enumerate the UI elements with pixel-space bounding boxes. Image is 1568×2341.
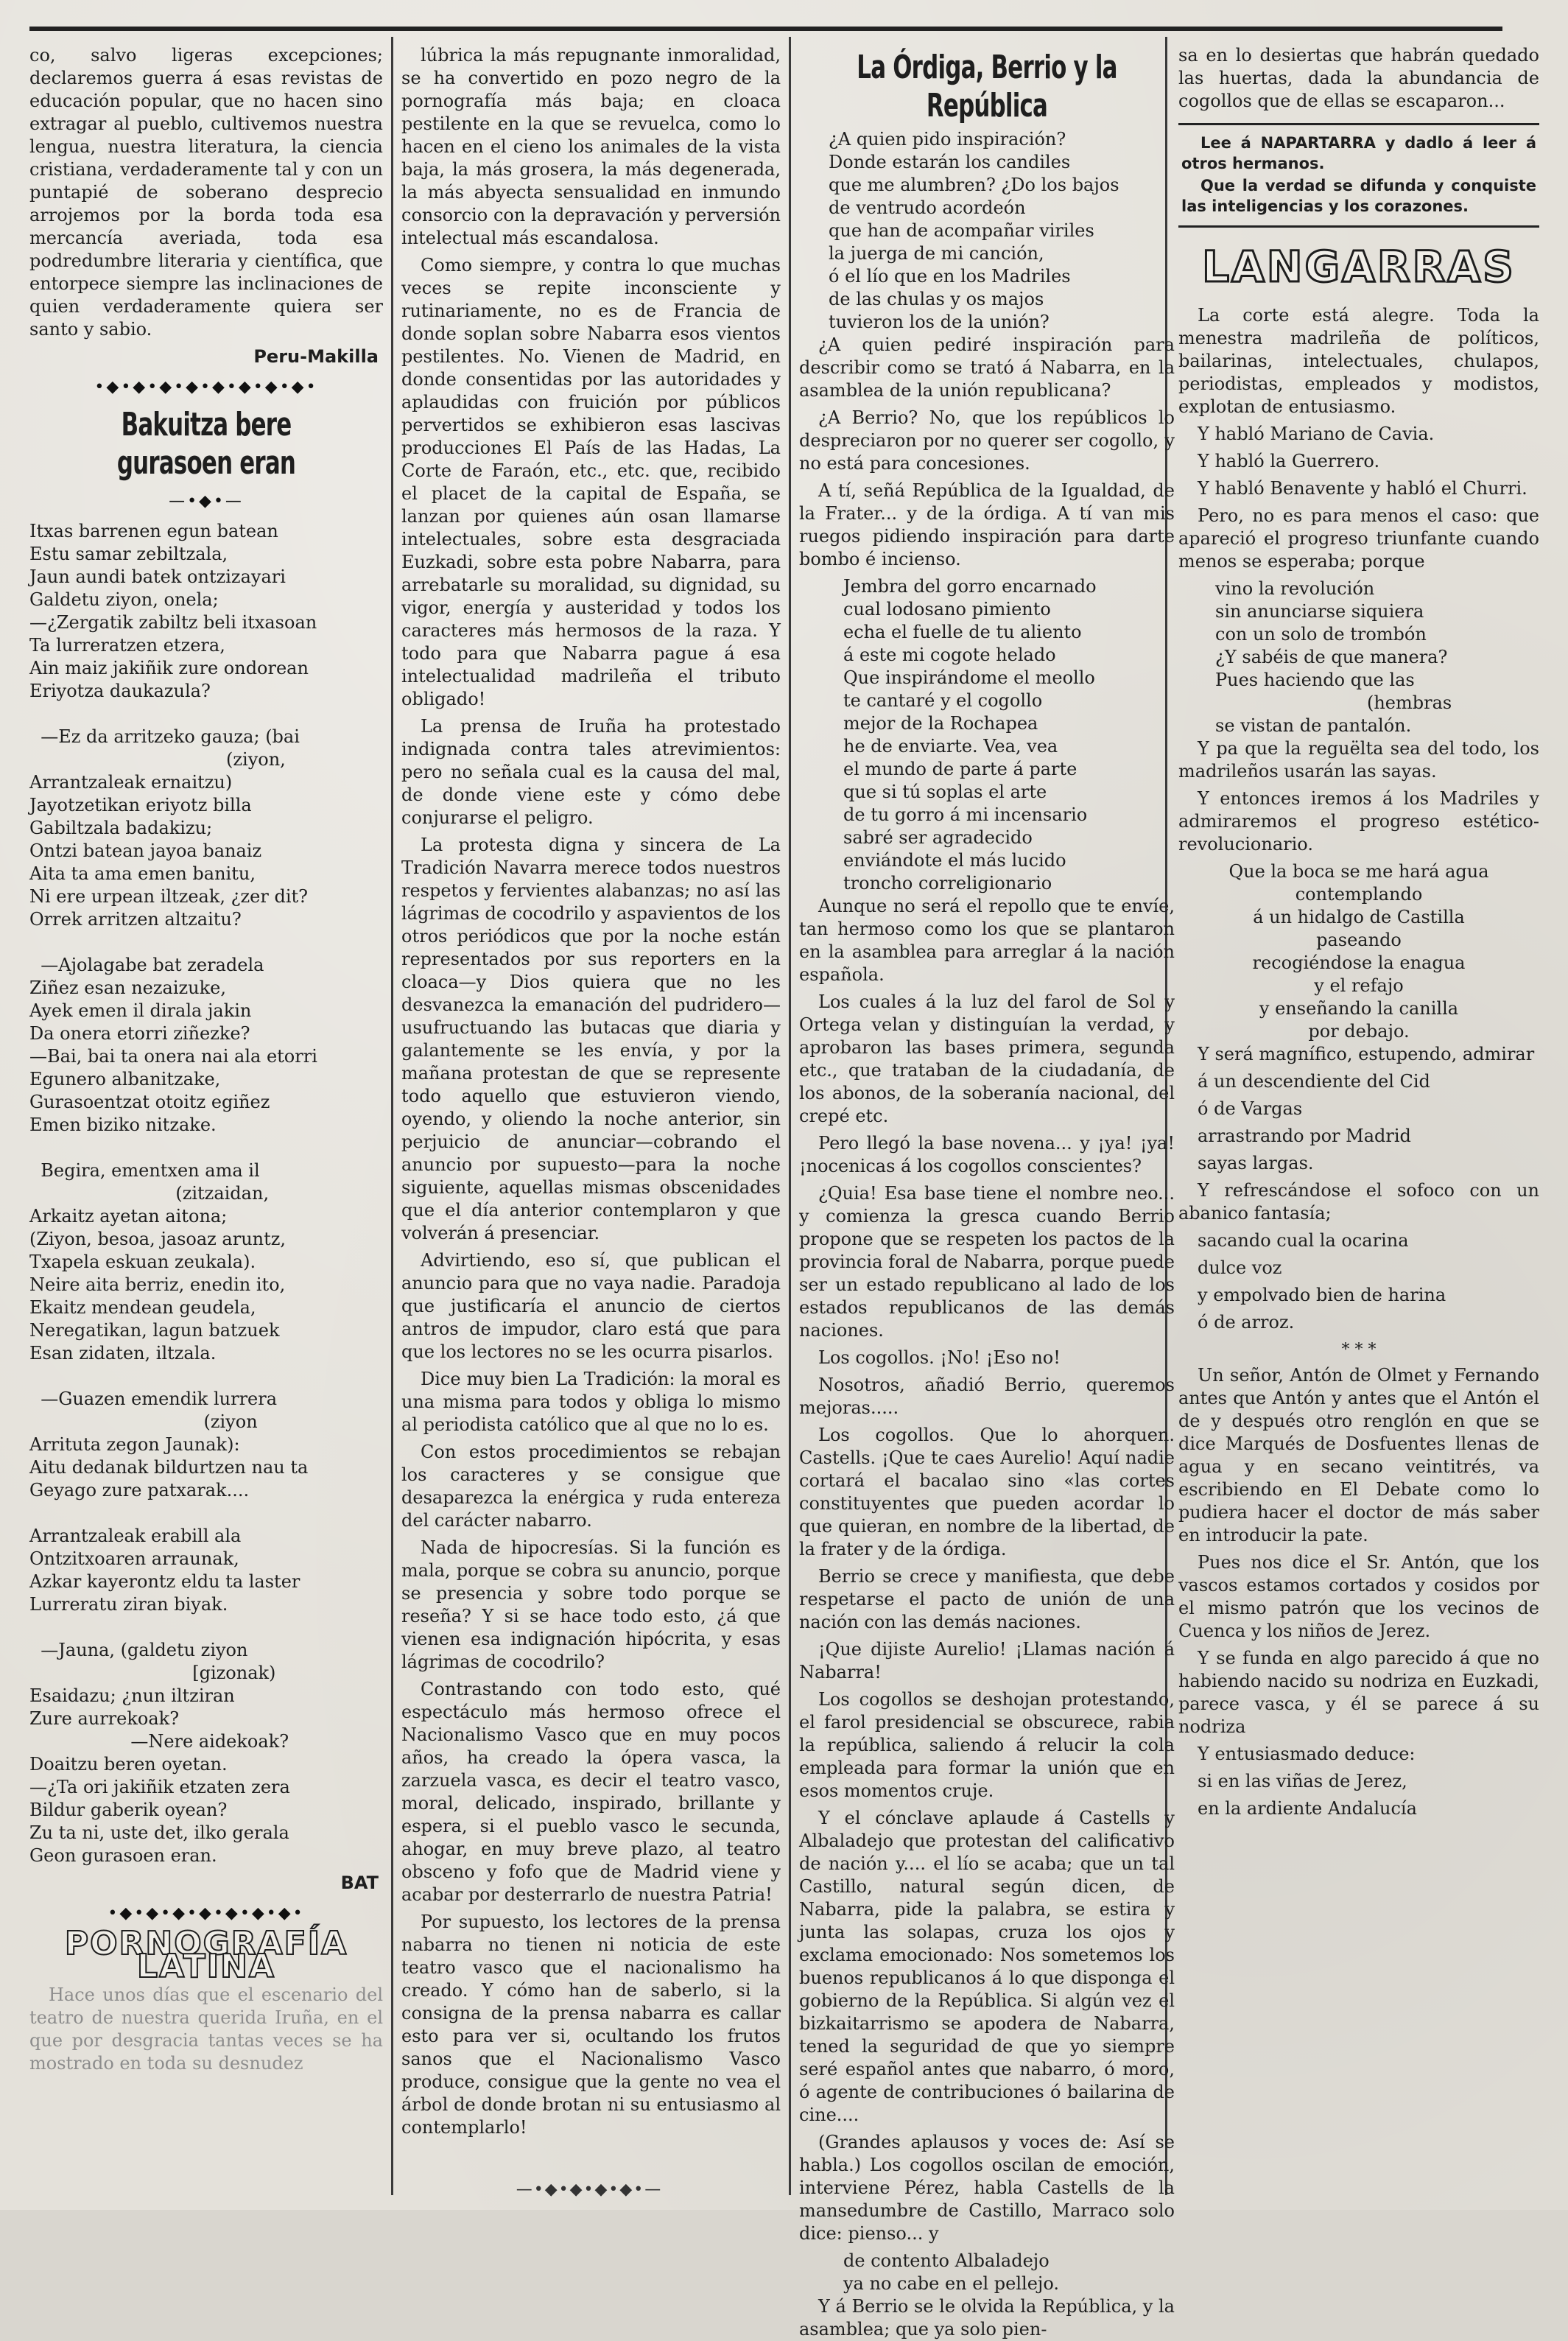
- verse-line: Emen biziko nitzake.: [29, 1115, 217, 1135]
- verse-line: Gurasoentzat otoitz egiñez: [29, 1092, 270, 1112]
- verse-line: Doaitzu beren oyetan.: [29, 1754, 228, 1775]
- paragraph: Los cuales á la luz del farol de Sol y Ortega velan y distinguían la verdad, y aprobaron las bases primera, segunda etc., que trataban de la ciudadanía, de los abonos, de la soberanía nacional, del crepé etc.: [799, 991, 1175, 1126]
- top-paragraph: sa en lo desiertas que habrán quedado las huertas, dada la abundancia de cogollos que de ellas se escaparon...: [1178, 45, 1539, 111]
- paragraph: lúbrica la más repugnante inmoralidad, se ha convertido en pozo negro de la pornografía más baja; en cloaca pestilente en la que se revuelca, como lo hacen en el cieno los animales de la vista baja, la más grosera, la más degenerada, la más abyecta sensualidad en inmundo consorcio con la depravación y perversión intelectual más escandalosa.: [401, 45, 781, 248]
- verse-line: —¿Zergatik zabiltz beli itxasoan: [29, 612, 317, 633]
- paragraph: Y habló la Guerrero.: [1198, 451, 1380, 471]
- verse-line: á un hidalgo de Castilla: [1253, 907, 1465, 927]
- verse-line: Estu samar zebiltzala,: [29, 544, 228, 564]
- paragraph: Contrastando con todo esto, qué espectáculo más hermoso ofrece el Nacionalismo Vasco que en muy pocos años, ha creado la ópera vasca, la zarzuela vasca, es decir el teatro vasco, moral, delicado, inspirado, brillante y espera, si el pueblo vasco le secunda, ahogar, en muy breve plazo, al teatro obsceno y fofo que de Madrid viene y acabar por desterrarlo de nuestra Patria!: [401, 1679, 781, 1905]
- verse-line: echa el fuelle de tu aliento: [843, 622, 1082, 642]
- verse-line: de tu gorro á mi incensario: [843, 804, 1088, 825]
- title-ornament: —•◆•—: [169, 492, 244, 510]
- top-rule: [29, 27, 1502, 31]
- verse-line: de las chulas y os majos: [829, 289, 1044, 309]
- verse-line: Geon gurasoen eran.: [29, 1845, 217, 1866]
- verse-line: Zure aurrekoak?: [29, 1708, 180, 1729]
- verse-line: por debajo.: [1308, 1021, 1410, 1042]
- verse-block: [799, 2250, 1175, 2295]
- verse-line: Neregatikan, lagun batzuek: [29, 1320, 280, 1341]
- verse-line: sabré ser agradecido: [843, 827, 1033, 848]
- paragraph: Los cogollos. ¡No! ¡Eso no!: [818, 1347, 1061, 1368]
- paragraph: Y se funda en algo parecido á que no habiendo nacido su nodriza en Euzkadi, parece vasca, y él se parece á su nodriza: [1178, 1648, 1539, 1737]
- paragraph-block: [1178, 737, 1539, 856]
- verse-line: se vistan de pantalón.: [1215, 715, 1412, 736]
- intro-paragraph: co, salvo ligeras excepciones; declaremos guerra á esas revistas de educación popular, que no hacen sino extragar al pueblo, cultivemos nuestra lengua, nuestra literatura, la ciencia cristiana, verdaderamente tal y con un puntapié de soberano desprecio arrojemos por la borda toda esa mercancía averiada, toda esa podredumbre literaria y científica, que entorpece siempre las inclinaciones de quien verdaderamente quiera ser santo y sabio.: [29, 45, 383, 340]
- verse-line: ¿A quien pido inspiración?: [829, 129, 1066, 150]
- paragraph: La corte está alegre. Toda la menestra madrileña de políticos, bailarinas, intelectuales, chulapos, periodistas, empleados y modistos, explotan de entusiasmo.: [1178, 305, 1539, 417]
- column-1: [29, 44, 383, 2195]
- verse-line: el mundo de parte á parte: [843, 759, 1077, 779]
- verse-line: troncho correligionario: [843, 873, 1052, 894]
- verse-line: de contento Albaladejo: [843, 2250, 1050, 2271]
- verse-line: Begira, ementxen ama il: [29, 1160, 260, 1181]
- paragraph: Aunque no será el repollo que te envíe, tan hermoso como los que se plantaron en la asamblea para arreglar á la nación española.: [799, 896, 1175, 985]
- verse-line: Ta lurreratzen etzera,: [29, 635, 225, 656]
- paragraph-block: [1178, 304, 1539, 573]
- paragraph: Que la verdad se difunda y conquiste las inteligencias y los corazones.: [1181, 177, 1536, 215]
- verse-line: —Guazen emendik lurrera: [29, 1389, 278, 1409]
- paragraph: á un descendiente del Cid: [1198, 1071, 1430, 1092]
- verse-line: [29, 703, 383, 726]
- paragraph: Y entusiasmado deduce:: [1198, 1744, 1416, 1764]
- column-divider: [789, 37, 791, 2195]
- paragraph: Con estos procedimientos se rebajan los caracteres y se consigue que desaparezca la enérgica y ruda entereza del carácter nabarro.: [401, 1442, 781, 1531]
- column-2: [401, 44, 781, 2195]
- paragraph: Pero llegó la base novena... y ¡ya! ¡ya! ¡nocenicas á los cogollos conscientes?: [799, 1133, 1175, 1176]
- verse-line: [29, 1137, 383, 1159]
- verse-line: la juerga de mi canción,: [829, 243, 1044, 264]
- verse-line: [29, 1502, 383, 1525]
- verse-line: que si tú soplas el arte: [843, 782, 1047, 802]
- verse-line: sin anunciarse siquiera: [1215, 601, 1424, 622]
- verse-line: de ventrudo acordeón: [829, 197, 1026, 218]
- verse-line: que me alumbren? ¿Do los bajos: [829, 175, 1119, 195]
- verse-line: [29, 931, 383, 954]
- paragraph: ¿A Berrio? No, que los repúblicos lo despreciaron por no querer ser cogollo, y no está para concesiones.: [799, 407, 1175, 474]
- article-start: Hace unos días que el escenario del teatro de nuestra querida Iruña, en el que por desgracia tantas veces se ha mostrado en toda su desnudez: [29, 1984, 383, 2074]
- verse-line: Esaidazu; ¿nun iltziran: [29, 1685, 235, 1706]
- verse-line: paseando: [1316, 930, 1402, 950]
- verse-line: [29, 1365, 383, 1388]
- paragraph: ¡Que dijiste Aurelio! ¡Llamas nación á Nabarra!: [799, 1639, 1175, 1682]
- bottom-ornament: —•◆•◆•◆•◆•—: [516, 2180, 663, 2199]
- verse-line: Ain maiz jakiñik zure ondorean: [29, 658, 309, 678]
- paragraph: La protesta digna y sincera de La Tradición Navarra merece todos nuestros respetos y fervientes alabanzas; no así las lágrimas de cocodrilo y aspavientos de los otros periódicos que por la noche están representados por sus reporters en la cloaca—y Dios quiera que no les desvanezca la emanación del pudridero—usufructuando las butacas que diaria y galantemente se les envía, y por la mañana protestan de que se represente todo aquello que estuvieron viendo, oyendo, y oliendo la noche anterior, sin perjuicio de anunciar—cobrando el anuncio por supuesto—para la noche siguiente, aquellas mismas obscenidades que el día anterior contemplaron y que volverán á presenciar.: [401, 835, 781, 1243]
- verse-line: Lurreratu ziran biyak.: [29, 1594, 228, 1615]
- verse-line: Ziñez esan nezaizuke,: [29, 978, 226, 998]
- verse-block: [1178, 860, 1539, 1043]
- notice-box: [1178, 123, 1539, 228]
- verse-line: ya no cabe en el pellejo.: [843, 2273, 1059, 2294]
- verse-block: [1178, 578, 1539, 737]
- verse-line: contemplando: [1295, 884, 1423, 905]
- verse-line: con un solo de trombón: [1215, 624, 1427, 645]
- paragraph: Pues nos dice el Sr. Antón, que los vascos estamos cortados y cosidos por el mismo patrón que los vecinos de Cuenca y los niños de Jerez.: [1178, 1552, 1539, 1641]
- verse-line: Arrantzaleak ernaitzu): [29, 772, 233, 793]
- paragraph: ó de Vargas: [1198, 1098, 1303, 1119]
- verse-line: Arrantzaleak erabill ala: [29, 1526, 242, 1546]
- verse-line: Arkaitz ayetan aitona;: [29, 1206, 228, 1226]
- paragraph-block: [799, 895, 1175, 2245]
- paragraph: Y habló Mariano de Cavia.: [1198, 424, 1435, 444]
- verse-line: Ontzitxoaren arraunak,: [29, 1548, 239, 1569]
- verse-line: ¿Y sabéis de que manera?: [1215, 647, 1448, 667]
- verse-line: Arrituta zegon Jaunak):: [29, 1434, 240, 1455]
- verse-line: mejor de la Rochapea: [843, 713, 1038, 734]
- verse-line: Azkar kayerontz eldu ta laster: [29, 1571, 300, 1592]
- verse-line: te cantaré y el cogollo: [843, 690, 1043, 711]
- verse-line: Ayek emen il dirala jakin: [29, 1000, 252, 1021]
- verse-line: Ekaitz mendean geudela,: [29, 1297, 256, 1318]
- paragraph: si en las viñas de Jerez,: [1198, 1771, 1407, 1791]
- paragraph: sayas largas.: [1198, 1153, 1314, 1173]
- signature-bat: BAT: [340, 1873, 379, 1893]
- dinkus: * * *: [1341, 1341, 1377, 1359]
- verse-line: (zitzaidan,: [29, 1183, 270, 1204]
- paragraph: Berrio se crece y manifiesta, que debe respetarse el pacto de unión de una nación con las demás naciones.: [799, 1566, 1175, 1632]
- verse-line: Ontzi batean jayoa banaiz: [29, 840, 262, 861]
- verse-line: Pues haciendo que las: [1215, 670, 1415, 690]
- paragraph: A tí, señá República de la Igualdad, de la Frater... y de la órdiga. A tí van mis ruegos pidiendo inspiración para darte bombo é incienso.: [799, 480, 1175, 569]
- paragraph: Dice muy bien La Tradición: la moral es una misma para todos y obliga lo mismo al periodista católico que al que no lo es.: [401, 1369, 781, 1435]
- verse-line: Jaun aundi batek ontzizayari: [29, 566, 286, 587]
- paragraph: en la ardiente Andalucía: [1198, 1798, 1417, 1819]
- paragraph: ¿Quia! Esa base tiene el nombre neo... y comienza la gresca cuando Berrio propone que se respeten los pactos de la provincia foral de Nabarra, porque puede ser un estado republicano al lado de los estados republicanos de las demás naciones.: [799, 1183, 1175, 1341]
- column-4: [1178, 44, 1539, 2195]
- paragraph: arrastrando por Madrid: [1198, 1126, 1411, 1146]
- paragraph: Y pa que la reguëlta sea del todo, los madrileños usarán las sayas.: [1178, 738, 1539, 782]
- verse-line: Egunero albanitzake,: [29, 1069, 221, 1089]
- paragraph: ó de arroz.: [1198, 1312, 1295, 1333]
- paragraph-block: [799, 334, 1175, 571]
- paragraph: Nosotros, añadió Berrio, queremos mejoras.....: [799, 1375, 1175, 1418]
- paragraph: sacando cual la ocarina: [1198, 1230, 1409, 1251]
- ornament-divider: •◆•◆•◆•◆•◆•◆•◆•◆•: [94, 378, 318, 396]
- verse-line: Neire aita berriz, enedin ito,: [29, 1274, 286, 1295]
- verse-line: —¿Ta ori jakiñik etzaten zera: [29, 1777, 290, 1797]
- verse-line: Aitu dedanak bildurtzen nau ta: [29, 1457, 309, 1478]
- verse-line: enviándote el más lucido: [843, 850, 1066, 871]
- verse-line: Galdetu ziyon, onela;: [29, 589, 219, 610]
- verse-line: Que la boca se me hará agua: [1228, 861, 1489, 882]
- paragraph: Los cogollos. Que lo ahorquen. Castells. ¡Que te caes Aurelio! Aquí nadie cortará el bacalao sino «las cortes constituyentes que pueden acordar lo que quieran, en nombre de la libertad, de la frater y de la órdiga.: [799, 1425, 1175, 1559]
- column-divider: [391, 37, 393, 2195]
- paragraph: Lee á NAPARTARRA y dadlo á leer á otros hermanos.: [1181, 134, 1536, 172]
- verse-line: y enseñando la canilla: [1259, 998, 1459, 1019]
- paragraph: ¿A quien pediré inspiración para describir como se trató á Nabarra, en la asamblea de la unión republicana?: [799, 334, 1175, 401]
- verse-line: Esan zidaten, iltzala.: [29, 1343, 217, 1363]
- verse-line: Geyago zure patxarak....: [29, 1480, 250, 1501]
- paragraph: Un señor, Antón de Olmet y Fernando antes que Antón y antes que el Antón el de y después otro renglón en que se dice Marqués de Dosfuentes llenas de agua y en secano veintitrés, va escribiendo en El Debate como lo pudiera hacer el doctor de más saber en introducir la pate.: [1178, 1365, 1539, 1545]
- verse-block: [799, 128, 1175, 334]
- paragraph: Y entonces iremos á los Madriles y admiraremos el progreso estético-revolucionario.: [1178, 788, 1539, 854]
- verse-block: [799, 575, 1175, 895]
- verse-line: cual lodosano pimiento: [843, 599, 1051, 620]
- paragraph: Y refrescándose el sofoco con un abanico fantasía;: [1178, 1180, 1539, 1224]
- verse-line: Jembra del gorro encarnado: [843, 576, 1097, 597]
- poem-title: Bakuitza bere gurasoen eran: [116, 406, 296, 482]
- verse-line: Da onera etorri ziñezke?: [29, 1023, 250, 1044]
- verse-line: que han de acompañar viriles: [829, 220, 1094, 241]
- paragraph: Como siempre, y contra lo que muchas veces se repite inconsciente y rutinariamente, no es de Francia de donde soplan sobre Nabarra esos vientos pestilentes. No. Vienen de Madrid, en donde consentidas por las autoridades y aplaudidas con fruición por públicos pervertidos se exhibieron esas lascivas producciones El País de las Hadas, La Corte de Faraón, etc., etc. que, recibido el placet de la capital de España, se lanzan por quienes aún osan llamarse intelectuales, sobre esta desgraciada Euzkadi, sobre esta pobre Nabarra, para arrebatarle su moralidad, su dignidad, su vigor, energía y austeridad y todos los caracteres más hermosos de la raza. Y todo para que Nabarra pague á esa intelectualidad madrileña el tributo obligado!: [401, 255, 781, 709]
- verse-line: he de enviarte. Vea, vea: [843, 736, 1058, 757]
- verse-line: Txapela eskuan zeukala).: [29, 1252, 256, 1272]
- paragraph: Los cogollos se deshojan protestando, el farol presidencial se obscurece, rabia la república, saliendo á relucir la cola empleada para formar la unión que en esos momentos cruje.: [799, 1689, 1175, 1801]
- verse-line: vino la revolución: [1215, 578, 1375, 599]
- paragraph: Y será magnífico, estupendo, admirar: [1198, 1044, 1535, 1064]
- verse-line: —Ez da arritzeko gauza; (bai: [29, 726, 300, 747]
- paragraph-block: [1178, 1043, 1539, 1334]
- verse-line: (ziyon: [29, 1411, 258, 1432]
- article-title-ordiga: La Órdiga, Berrio y la República: [857, 49, 1117, 124]
- ornament-divider: •◆•◆•◆•◆•◆•◆•◆•: [108, 1904, 305, 1923]
- verse-line: Que inspirándome el meollo: [843, 667, 1095, 688]
- verse-line: á este mi cogote helado: [843, 645, 1056, 665]
- paragraph: Por supuesto, los lectores de la prensa nabarra no tienen ni noticia de este teatro vasco que el nacionalismo ha creado. Y cómo han de saberlo, si la consigna de la prensa nabarra es callar esto para ver si, ocultando los frutos sanos que el Nacionalismo Vasco produce, consigue que la gente no vea el árbol de donde brotan ni su entusiasmo al contemplarlo!: [401, 1912, 781, 2138]
- verse-line: tuvieron los de la unión?: [829, 312, 1050, 332]
- paragraph: Pero, no es para menos el caso: que apareció el progreso triunfante cuando menos se esperaba; porque: [1178, 505, 1539, 572]
- article-title-langarras: LANGARRAS: [1202, 242, 1516, 292]
- verse-line: Ni ere urpean iltzeak, ¿zer dit?: [29, 886, 309, 907]
- article-title-pornografia: PORNOGRAFÍA LATINA: [64, 1925, 348, 1985]
- poem-body: [29, 520, 383, 1867]
- verse-line: —Jauna, (galdetu ziyon: [29, 1640, 248, 1660]
- paragraph: Advirtiendo, eso sí, que publican el anuncio para que no vaya nadie. Paradoja que justificaría el anuncio de ciertos antros de impudor, claro está que para que los lectores no se les ocurra pisarlos.: [401, 1250, 781, 1362]
- verse-line: (hembras: [1215, 692, 1452, 713]
- paragraph: y empolvado bien de harina: [1198, 1285, 1446, 1305]
- verse-line: recogiéndose la enagua: [1252, 952, 1466, 973]
- verse-line: [29, 1616, 383, 1639]
- verse-line: Jayotzetikan eriyotz billa: [29, 795, 252, 815]
- paragraph: Y el cónclave aplaude á Castells y Albaladejo que protestan del calificativo de nación y.... el lío se acaba; que un tal Castillo, natural según dicen, de Nabarra, pide la palabra, se estira y junta las solapas, cruza los ojos y exclama emocionado: Nos sometemos los buenos republicanos á lo que disponga el gobierno de la República. Si algún vez el bizkaitarrismo se apodera de Nabarra, tened la seguridad de que yo siempre seré español antes que nabarro, ó moro, ó agente de contribuciones ó bailarina de cine....: [799, 1808, 1175, 2125]
- paragraph: Nada de hipocresías. Si la función es mala, porque se cobra su anuncio, porque se presencia y sobre todo porque se reseña? Y si se hace todo esto, ¿á que vienen esa indignación hipócrita, y esas lágrimas de cocodrilo?: [401, 1537, 781, 1672]
- verse-line: Gabiltzala badakizu;: [29, 818, 213, 838]
- verse-line: Donde estarán los candiles: [829, 152, 1071, 172]
- paragraph: Y habló Benavente y habló el Churri.: [1198, 478, 1527, 499]
- verse-line: Zu ta ni, uste det, ilko gerala: [29, 1822, 289, 1843]
- verse-line: [gizonak): [29, 1663, 276, 1683]
- verse-line: —Nere aidekoak?: [29, 1731, 289, 1752]
- paragraph: dulce voz: [1198, 1257, 1282, 1278]
- final-paragraph: Y á Berrio se le olvida la República, y la asamblea; que ya solo pien-: [799, 2296, 1175, 2340]
- paragraph-block: [1178, 1364, 1539, 1820]
- verse-line: Itxas barrenen egun batean: [29, 521, 278, 541]
- verse-line: Aita ta ama emen banitu,: [29, 863, 256, 884]
- verse-line: (ziyon,: [29, 749, 286, 770]
- paragraph: La prensa de Iruña ha protestado indignada contra tales atrevimientos: pero no señala cual es la causa del mal, de donde viene este y cómo debe conjurarse el peligro.: [401, 716, 781, 828]
- verse-line: ó el lío que en los Madriles: [829, 266, 1071, 287]
- verse-line: —Bai, bai ta onera nai ala etorri: [29, 1046, 317, 1067]
- verse-line: Eriyotza daukazula?: [29, 681, 211, 701]
- column-3: [799, 44, 1175, 2340]
- verse-line: —Ajolagabe bat zeradela: [29, 955, 264, 975]
- paragraph: (Grandes aplausos y voces de: Así se habla.) Los cogollos oscilan de emoción, interviene Pérez, habla Castells de la mansedumbre de Castillo, Marraco solo dice: pienso... y: [799, 2132, 1175, 2244]
- verse-line: Orrek arritzen altzaitu?: [29, 909, 242, 930]
- verse-line: Bildur gaberik oyean?: [29, 1800, 228, 1820]
- signature-peru-makilla: Peru-Makilla: [253, 346, 379, 367]
- verse-line: (Ziyon, besoa, jasoaz aruntz,: [29, 1229, 286, 1249]
- verse-line: y el refajo: [1314, 975, 1404, 996]
